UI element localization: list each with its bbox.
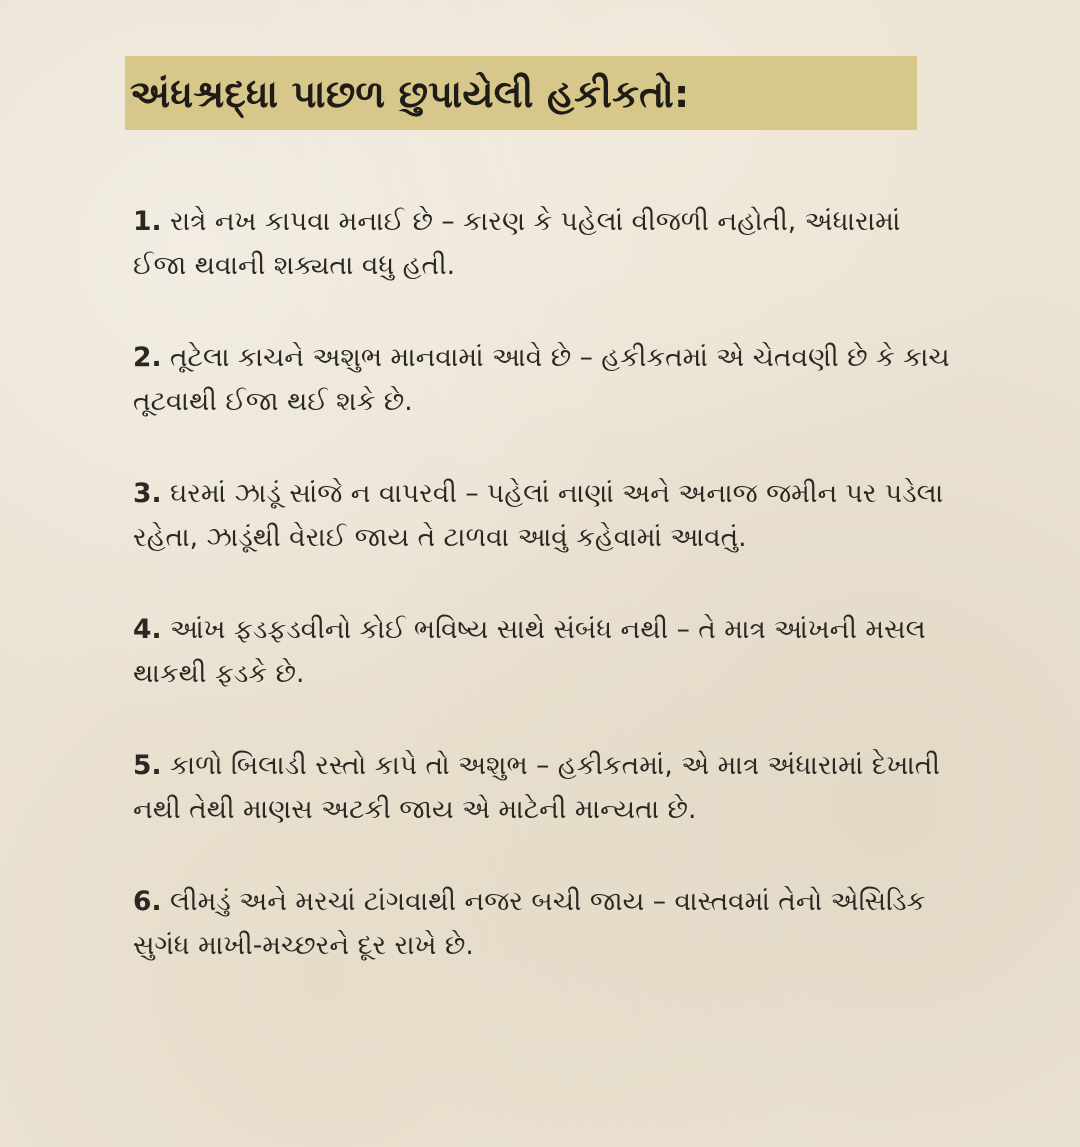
fact-number: 4. — [133, 614, 162, 645]
fact-item — [133, 336, 953, 424]
fact-item — [133, 880, 953, 968]
fact-number: 5. — [133, 750, 162, 781]
fact-number: 3. — [133, 478, 162, 509]
fact-number: 2. — [133, 342, 162, 373]
fact-item — [133, 608, 953, 696]
fact-text: તૂટેલા કાચને અશુભ માનવામાં આવે છે – હકીકતમાં એ ચેતવણી છે કે કાચ તૂટવાથી ઈજા થઈ શકે છે. — [133, 342, 950, 417]
fact-text: રાત્રે નખ કાપવા મનાઈ છે – કારણ કે પહેલાં વીજળી નહોતી, અંધારામાં ઈજા થવાની શક્યતા વધુ હતી. — [133, 206, 901, 281]
fact-text: ઘરમાં ઝાડૂં સાંજે ન વાપરવી – પહેલાં નાણાં અને અનાજ જમીન પર પડેલા રહેતા, ઝાડૂંથી વેરાઈ જાય તે ટાળવા આવું કહેવામાં આવતું. — [133, 478, 944, 553]
fact-item — [133, 472, 953, 560]
facts-list — [133, 200, 953, 968]
fact-text: કાળો બિલાડી રસ્તો કાપે તો અશુભ – હકીકતમાં, એ માત્ર અંધારામાં દેખાતી નથી તેથી માણસ અટકી જાય એ માટેની માન્યતા છે. — [133, 750, 940, 825]
fact-text: લીમડું અને મરચાં ટાંગવાથી નજર બચી જાય – વાસ્તવમાં તેનો એસિડિક સુગંધ માખી-મચ્છરને દૂર રાખે છે. — [133, 886, 926, 961]
page-title: અંધશ્રદ્ધા પાછળ છુપાયેલી હકીકતો: — [130, 72, 690, 116]
fact-item — [133, 744, 953, 832]
fact-number: 6. — [133, 886, 162, 917]
fact-number: 1. — [133, 206, 162, 237]
fact-text: આંખ ફડફડવીનો કોઈ ભવિષ્ય સાથે સંબંધ નથી – તે માત્ર આંખની મસલ થાકથી ફડકે છે. — [133, 614, 926, 689]
fact-item — [133, 200, 953, 288]
